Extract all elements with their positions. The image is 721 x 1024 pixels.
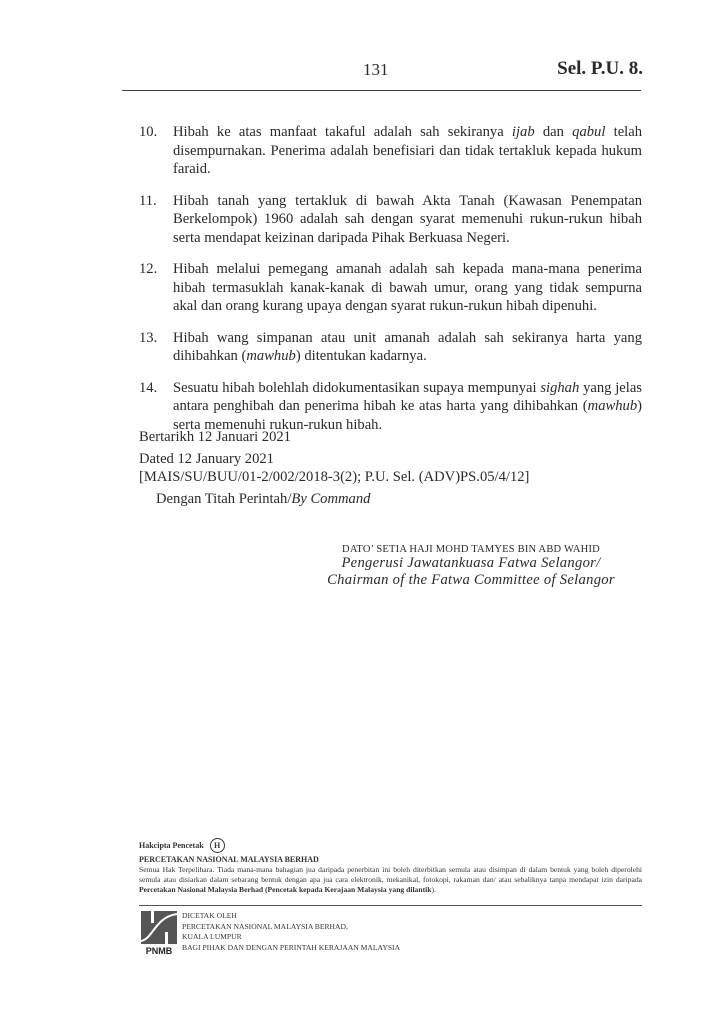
clause-list bbox=[139, 123, 642, 447]
clause-number: 10. bbox=[139, 124, 158, 140]
date-english: Dated 12 January 2021 bbox=[139, 451, 274, 467]
clause-segment: Hibah melalui pemegang amanah adalah sah kepada mana-mana penerima hibah termasuklah kanak-kanak di bawah umur, orang yang tidak sempurna akal dan orang kurang upaya dengan syarat rukun-rukun hibah dipenuhi. bbox=[173, 261, 642, 314]
clause-item bbox=[139, 260, 642, 316]
page-number: 131 bbox=[363, 60, 389, 79]
printed-by-line: KUALA LUMPUR bbox=[182, 932, 242, 941]
copyright-label: Hakcipta Pencetak bbox=[139, 840, 204, 850]
signatory-title-english: Chairman of the Fatwa Committee of Selangor bbox=[327, 572, 615, 588]
clause-text bbox=[173, 379, 642, 435]
date-block bbox=[139, 428, 529, 486]
copyright-text: Semua Hak Terpelihara. Tiada mana-mana bahagian jua daripada penerbitan ini boleh diterbitkan semula atau disimpan di dalam bentuk yang boleh diperolehi semula atau disiarkan dalam sebarang bentuk dengan apa jua cara elektronik, mekanikal, fotokopi, rakaman dan/ atau sebaliknya tanpa mendapat izin daripada bbox=[139, 865, 642, 884]
clause-segment: telah disempurnakan. Penerima adalah benefisiari dan tidak tertakluk kepada hukum faraid. bbox=[173, 124, 642, 177]
logo-text: PNMB bbox=[145, 946, 173, 956]
clause-segment: dan bbox=[534, 124, 573, 140]
logo-notch-bottom bbox=[165, 932, 168, 944]
header-divider bbox=[122, 90, 641, 91]
clause-term: sighah bbox=[540, 379, 580, 396]
printed-by bbox=[182, 911, 400, 953]
clause-segment: Hibah ke atas manfaat takaful adalah sah sekiranya bbox=[173, 124, 512, 140]
pnmb-logo bbox=[139, 911, 179, 956]
clause-segment: Hibah wang simpanan atau unit amanah adalah sah sekiranya harta yang dihibahkan ( bbox=[173, 329, 642, 364]
clause-text bbox=[173, 329, 642, 366]
command-english: By Command bbox=[291, 491, 371, 507]
clause-number: 11. bbox=[139, 192, 157, 209]
copyright-h-icon: H bbox=[210, 838, 225, 853]
copyright-text-end: ). bbox=[431, 885, 436, 894]
signatory-name: DATO’ SETIA HAJI MOHD TAMYES BIN ABD WAHID bbox=[342, 544, 600, 555]
clause-segment: ) ditentukan kadarnya. bbox=[295, 348, 427, 364]
date-malay: Bertarikh 12 Januari 2021 bbox=[139, 429, 291, 445]
clause-term: mawhub bbox=[246, 348, 296, 364]
gazette-reference: Sel. P.U. 8. bbox=[557, 58, 643, 79]
clause-segment: Hibah tanah yang tertakluk di bawah Akta Tanah (Kawasan Penempatan Berkelompok) 1960 adalah sah dengan syarat memenuhi rukun-rukun hibah serta mendapat keizinan daripada Pihak Berkuasa Negeri. bbox=[173, 192, 642, 246]
signatory-title-malay: Pengerusi Jawatankuasa Fatwa Selangor/ bbox=[341, 555, 601, 571]
signature-block bbox=[300, 544, 642, 589]
clause-item bbox=[139, 192, 642, 248]
copyright-text-bold: Percetakan Nasional Malaysia Berhad (Pencetak kepada Kerajaan Malaysia yang dilantik bbox=[139, 885, 432, 894]
clause-text bbox=[173, 123, 642, 179]
command-malay: Dengan Titah Perintah/ bbox=[156, 491, 292, 507]
printed-by-line: DICETAK OLEH bbox=[182, 911, 237, 920]
clause-item bbox=[139, 123, 642, 179]
by-command bbox=[156, 491, 370, 508]
printed-by-line: PERCETAKAN NASIONAL MALAYSIA BERHAD, bbox=[182, 921, 348, 931]
clause-segment: ) serta memenuhi rukun-rukun hibah. bbox=[173, 398, 642, 433]
clause-number: 13. bbox=[139, 329, 158, 346]
clause-text bbox=[173, 260, 642, 316]
clause-item bbox=[139, 329, 642, 366]
clause-item bbox=[139, 379, 642, 435]
copyright-body bbox=[139, 865, 642, 895]
printer-name: PERCETAKAN NASIONAL MALAYSIA BERHAD bbox=[139, 855, 319, 864]
clause-segment: yang jelas antara penghibah dan penerima hibah ke atas harta yang dihibahkan ( bbox=[173, 379, 642, 414]
logo-notch-top bbox=[151, 911, 154, 923]
reference-number: [MAIS/SU/BUU/01-2/002/2018-3(2); P.U. Sel. (ADV)PS.05/4/12] bbox=[139, 469, 530, 485]
clause-term: qabul bbox=[572, 124, 606, 140]
footer-divider bbox=[139, 905, 642, 906]
clause-segment: Sesuatu hibah bolehlah didokumentasikan supaya mempunyai bbox=[173, 379, 541, 396]
clause-term: ijab bbox=[511, 124, 535, 140]
clause-number: 14. bbox=[139, 379, 158, 396]
copyright-notice bbox=[139, 838, 642, 895]
clause-term: mawhub bbox=[587, 398, 638, 414]
printed-by-line: BAGI PIHAK DAN DENGAN PERINTAH KERAJAAN MALAYSIA bbox=[182, 942, 401, 952]
clause-text bbox=[173, 192, 642, 248]
clause-number: 12. bbox=[139, 261, 158, 277]
